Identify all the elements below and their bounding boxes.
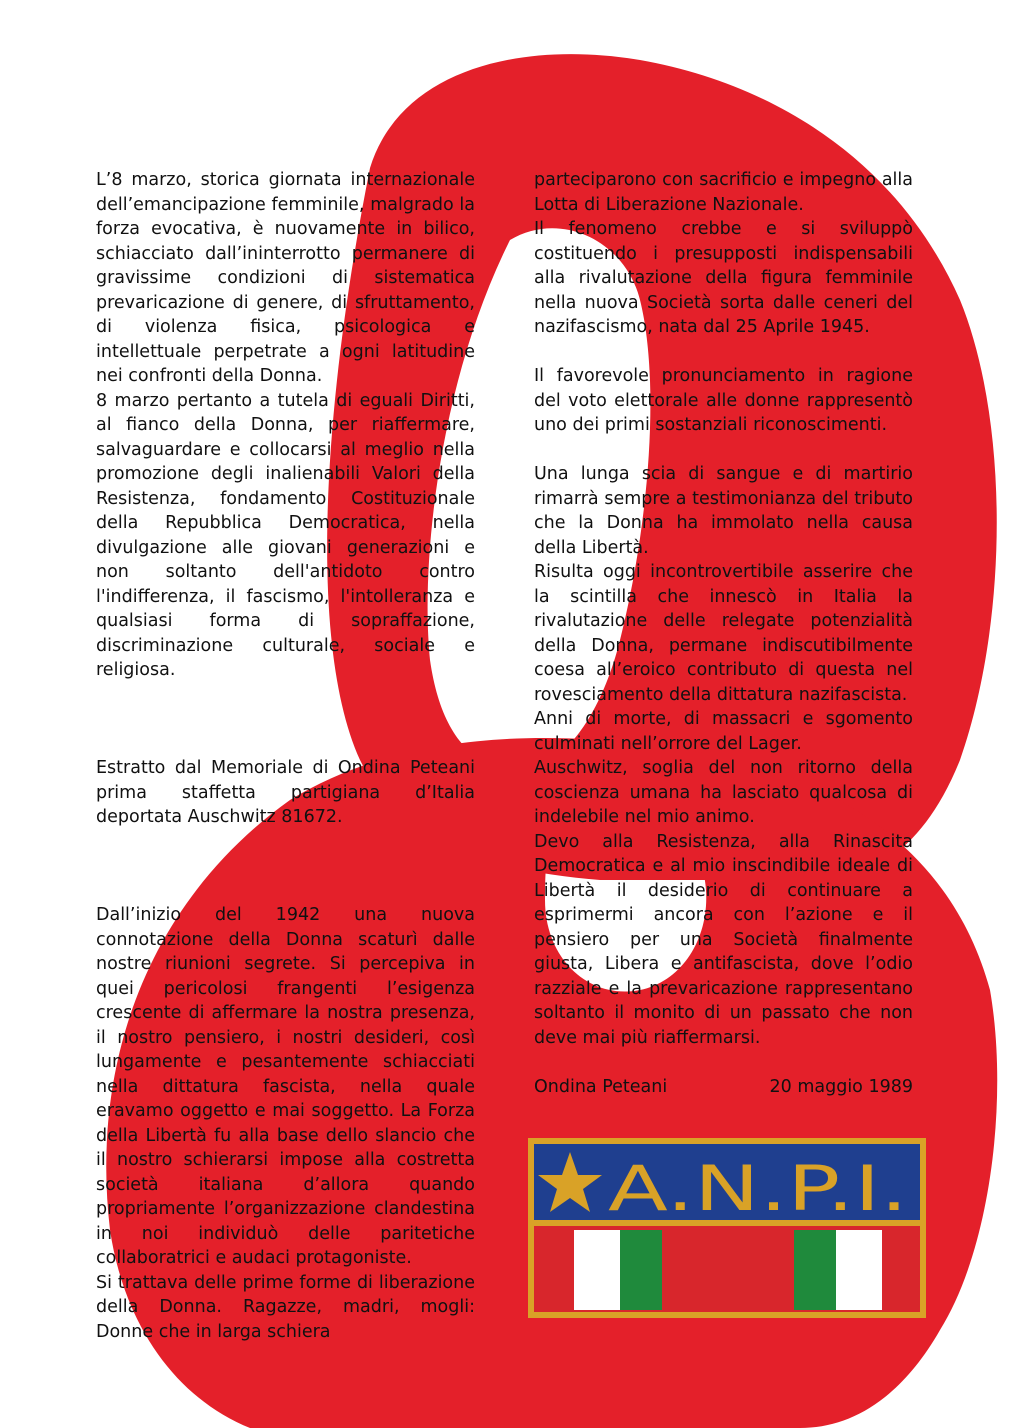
- memorial-paragraph-spark: Risulta oggi incontrovertibile asserire che la scintilla che innescò in Italia la rivalutazione delle relegate potenzialità della Donna, permane indiscutibilmente coesa all’eroico contributo di questa nel rovesciamento della dittatura nazifascista.: [534, 562, 913, 705]
- memorial-continuation: parteciparono con sacrificio e impegno alla Lotta di Liberazione Nazionale.: [534, 170, 913, 215]
- signature-line: [534, 1075, 913, 1100]
- flag-stripe-white-2: [836, 1230, 882, 1310]
- memorial-paragraph-liberation: Si trattava delle prime forme di liberazione della Donna. Ragazze, madri, mogli: Donne che in larga schiera: [96, 1272, 475, 1342]
- anpi-logo: [528, 1138, 926, 1318]
- memorial-paragraph-1942: Dall’inizio del 1942 una nuova connotazione della Donna scaturì dalle nostre riunioni segrete. Si percepiva in quei pericolosi frangenti l’esigenza crescente di affermare la nostra presenza, il nostro pensiero, i nostri desideri, così lungamente e pesantemente schiacciati nella dittatura fascista, nella quale eravamo oggetto e mai soggetto. La Forza della Libertà fu alla base dello slancio che il nostro schierarsi impose alla costretta società italiana d’allora quando propriamente l’organizzazione clandestina in noi individuò delle paritetiche collaboratrici e audaci protagoniste.: [96, 905, 475, 1268]
- memorial-paragraph-lager: Anni di morte, di massacri e sgomento culminati nell’orrore del Lager.: [534, 709, 913, 754]
- march-8-paragraph: 8 marzo pertanto a tutela di eguali Diritti, al fianco della Donna, per riaffermare, salvaguardare e collocarsi al meglio nella promozione degli inalienabili Valori della Resistenza, fondamento Costituzionale della Repubblica Democratica, nella divulgazione alle giovani generazioni e non soltanto dell'antidoto contro l'indifferenza, il fascismo, l'intolleranza e qualsiasi forma di sopraffazione, discriminazione culturale, sociale e religiosa.: [96, 390, 475, 680]
- memorial-paragraph-phenomenon: Il fenomeno crebbe e si sviluppò costituendo i presupposti indispensabili alla rivalutazione della figura femminile nella nuova Società sorta dalle ceneri del nazifascismo, nata dal 25 Aprile 1945.: [534, 219, 913, 337]
- memorial-paragraph-auschwitz: Auschwitz, soglia del non ritorno della coscienza umana ha lasciato qualcosa di indelebile nel mio animo.: [534, 758, 913, 827]
- memorial-paragraph-resistance: Devo alla Resistenza, alla Rinascita Democratica e al mio inscindibile ideale di Libertà il desiderio di continuare a esprimermi ancora con l’azione e il pensiero per una Società finalmente giusta, Libera e antifascista, dove l’odio razziale e la prevaricazione rappresentano soltanto il monito di un passato che non deve mai più riaffermarsi.: [534, 831, 913, 1048]
- flag-stripe-green-1: [620, 1230, 662, 1310]
- logo-acronym: A.N.P.I.: [608, 1152, 908, 1225]
- memorial-paragraph-vote: Il favorevole pronunciamento in ragione del voto elettorale alle donne rappresentò uno dei primi sostanziali riconoscimenti.: [534, 366, 913, 435]
- signature-date: 20 maggio 1989: [769, 1076, 913, 1097]
- memorial-paragraph-blood: Una lunga scia di sangue e di martirio rimarrà sempre a testimonianza del tributo che la Donna ha immolato nella causa della Libertà.: [534, 464, 913, 558]
- right-text-column: [534, 168, 913, 1099]
- signature-name: Ondina Peteani: [534, 1076, 668, 1097]
- memorial-excerpt-note: Estratto dal Memoriale di Ondina Peteani prima staffetta partigiana d’Italia deportata Auschwitz 81672.: [96, 758, 475, 827]
- flag-stripe-white-1: [574, 1230, 620, 1310]
- flag-stripe-green-2: [794, 1230, 836, 1310]
- intro-paragraph: L’8 marzo, storica giornata internazionale dell’emancipazione femminile, malgrado la forza evocativa, è nuovamente in bilico, schiacciato dall’ininterrotto permanere di gravissime condizioni di sistematica prevaricazione di genere, di sfruttamento, di violenza fisica, psicologica e intellettuale perpetrate a ogni latitudine nei confronti della Donna.: [96, 170, 475, 386]
- left-text-column: [96, 168, 475, 1344]
